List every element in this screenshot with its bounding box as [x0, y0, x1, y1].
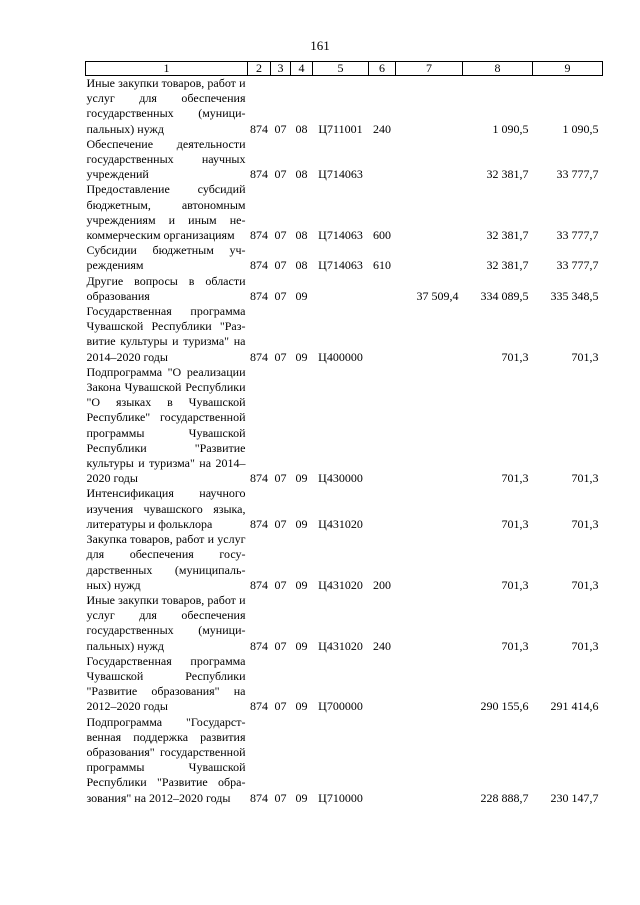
cell-amount-col7 — [396, 654, 463, 715]
row-name: Подпрограмма "О реализации Закона Чувашской Республики "О языках в Чувашской Республике" государственной программы Чувашской Республики "Развитие культуры и туризма" на 2014–2020 годы — [86, 364, 246, 486]
cell-target-article — [313, 274, 369, 304]
cell-ministry-code: 874 — [250, 288, 268, 303]
cell-section-code: 07 — [274, 228, 287, 243]
cell-subsection-code: 09 — [295, 288, 308, 303]
page-number: 161 — [310, 38, 330, 53]
cell-subsection-code: 09 — [295, 638, 308, 653]
row-name: Субсидии бюджетным учреждениям — [86, 243, 246, 273]
cell-amount-col8: 701,3 — [501, 516, 529, 531]
cell-section-code: 07 — [274, 258, 287, 273]
cell-amount-col9: 291 414,6 — [550, 699, 599, 714]
column-header: 3 — [271, 62, 291, 76]
cell-section-code: 07 — [274, 699, 287, 714]
cell-section-code: 07 — [274, 167, 287, 182]
cell-amount-col7: 37 509,4 — [416, 288, 459, 303]
cell-amount-col7 — [396, 76, 463, 137]
row-name: Иные закупки товаров, работ и услуг для обеспечения государственных (муниципальных) нужд — [86, 76, 246, 136]
table-row — [86, 76, 603, 137]
cell-expense-type: 240 — [373, 121, 391, 136]
cell-target-article: Ц710000 — [318, 790, 363, 805]
budget-table — [85, 61, 603, 806]
cell-expense-type — [369, 715, 396, 806]
cell-expense-type: 240 — [373, 638, 391, 653]
cell-expense-type — [369, 486, 396, 532]
table-row — [86, 274, 603, 304]
cell-amount-col7 — [396, 137, 463, 183]
cell-amount-col9: 701,3 — [571, 349, 599, 364]
cell-expense-type: 610 — [373, 258, 391, 273]
row-name: Закупка товаров, работ и услуг для обеспечения государственных (муниципальных) нужд — [86, 532, 246, 592]
column-header: 4 — [291, 62, 313, 76]
cell-amount-col8: 32 381,7 — [486, 258, 529, 273]
cell-amount-col9: 33 777,7 — [556, 167, 599, 182]
cell-amount-col9: 1 090,5 — [562, 121, 599, 136]
table-row — [86, 365, 603, 487]
cell-ministry-code: 874 — [250, 638, 268, 653]
column-header: 7 — [396, 62, 463, 76]
table-row — [86, 243, 603, 273]
cell-subsection-code: 09 — [295, 577, 308, 592]
table-row — [86, 715, 603, 806]
table-row — [86, 593, 603, 654]
cell-amount-col9: 701,3 — [571, 471, 599, 486]
cell-expense-type — [369, 365, 396, 487]
cell-target-article: Ц714063 — [318, 167, 363, 182]
row-name: Иные закупки товаров, работ и услуг для обеспечения государственных (муниципальных) нужд — [86, 592, 246, 653]
cell-subsection-code: 09 — [295, 699, 308, 714]
cell-ministry-code: 874 — [250, 577, 268, 592]
cell-ministry-code: 874 — [250, 121, 268, 136]
cell-subsection-code: 09 — [295, 516, 308, 531]
cell-amount-col8: 701,3 — [501, 349, 529, 364]
cell-amount-col7 — [396, 243, 463, 273]
cell-amount-col8: 1 090,5 — [492, 121, 529, 136]
cell-amount-col9: 701,3 — [571, 577, 599, 592]
cell-amount-col9: 33 777,7 — [556, 228, 599, 243]
cell-amount-col8: 32 381,7 — [486, 228, 529, 243]
cell-target-article: Ц700000 — [318, 699, 363, 714]
cell-target-article: Ц714063 — [318, 228, 363, 243]
cell-section-code: 07 — [274, 577, 287, 592]
table-row — [86, 137, 603, 183]
cell-amount-col8: 701,3 — [501, 638, 529, 653]
table-row — [86, 532, 603, 593]
cell-section-code: 07 — [274, 288, 287, 303]
cell-amount-col7 — [396, 365, 463, 487]
column-header: 5 — [313, 62, 369, 76]
table-row — [86, 304, 603, 365]
cell-amount-col8: 228 888,7 — [480, 790, 529, 805]
cell-section-code: 07 — [274, 638, 287, 653]
row-name: Предоставление субсидий бюджетным, автономным учреждениям и иным некоммерческим организациям — [86, 182, 246, 243]
cell-amount-col9: 701,3 — [571, 638, 599, 653]
cell-expense-type: 200 — [373, 577, 391, 592]
cell-subsection-code: 09 — [295, 790, 308, 805]
cell-amount-col8: 701,3 — [501, 577, 529, 592]
row-name: Государственная программа Чувашской Республики "Развитие культуры и туризма" на 2014–2020 годы — [86, 304, 246, 364]
cell-expense-type — [369, 654, 396, 715]
cell-ministry-code: 874 — [250, 790, 268, 805]
cell-amount-col9: 701,3 — [571, 516, 599, 531]
cell-amount-col9: 230 147,7 — [550, 790, 599, 805]
cell-amount-col8: 701,3 — [501, 471, 529, 486]
cell-ministry-code: 874 — [250, 516, 268, 531]
cell-ministry-code: 874 — [250, 228, 268, 243]
table-row — [86, 486, 603, 532]
cell-target-article: Ц711001 — [318, 121, 363, 136]
cell-ministry-code: 874 — [250, 471, 268, 486]
cell-ministry-code: 874 — [250, 349, 268, 364]
cell-target-article: Ц714063 — [318, 258, 363, 273]
cell-subsection-code: 09 — [295, 471, 308, 486]
table-row — [86, 654, 603, 715]
cell-section-code: 07 — [274, 790, 287, 805]
cell-amount-col8: 290 155,6 — [480, 699, 529, 714]
cell-amount-col9: 33 777,7 — [556, 258, 599, 273]
cell-subsection-code: 08 — [295, 258, 308, 273]
cell-target-article: Ц431020 — [318, 577, 363, 592]
cell-ministry-code: 874 — [250, 699, 268, 714]
cell-ministry-code: 874 — [250, 167, 268, 182]
row-name: Обеспечение деятельности государственных научных учреждений — [86, 136, 246, 182]
column-header: 1 — [86, 62, 248, 76]
cell-target-article: Ц431020 — [318, 516, 363, 531]
cell-amount-col8: 334 089,5 — [480, 288, 529, 303]
cell-amount-col7 — [396, 532, 463, 593]
cell-amount-col7 — [396, 593, 463, 654]
table-row — [86, 182, 603, 243]
cell-subsection-code: 08 — [295, 167, 308, 182]
cell-expense-type — [369, 137, 396, 183]
cell-expense-type: 600 — [373, 228, 391, 243]
column-header: 8 — [463, 62, 533, 76]
cell-amount-col9: 335 348,5 — [550, 288, 599, 303]
cell-subsection-code: 08 — [295, 121, 308, 136]
cell-amount-col7 — [396, 182, 463, 243]
cell-expense-type — [369, 304, 396, 365]
cell-amount-col7 — [396, 486, 463, 532]
cell-target-article: Ц400000 — [318, 349, 363, 364]
cell-section-code: 07 — [274, 516, 287, 531]
table-header-row — [86, 62, 603, 76]
cell-expense-type — [369, 274, 396, 304]
column-header: 9 — [533, 62, 603, 76]
column-header: 6 — [369, 62, 396, 76]
cell-amount-col7 — [396, 304, 463, 365]
row-name: Государственная программа Чувашской Республики "Развитие образования" на 2012–2020 годы — [86, 653, 246, 714]
row-name: Подпрограмма "Государственная поддержка развития образования" государственной программы Чувашской Республики "Развитие образования" на 2012–2020 годы — [86, 714, 246, 805]
cell-amount-col7 — [396, 715, 463, 806]
cell-section-code: 07 — [274, 121, 287, 136]
cell-section-code: 07 — [274, 349, 287, 364]
cell-subsection-code: 09 — [295, 349, 308, 364]
cell-target-article: Ц431020 — [318, 638, 363, 653]
cell-section-code: 07 — [274, 471, 287, 486]
column-header: 2 — [248, 62, 271, 76]
cell-amount-col8: 32 381,7 — [486, 167, 529, 182]
row-name: Интенсификация научного изучения чувашского языка, литературы и фольклора — [86, 486, 246, 531]
row-name: Другие вопросы в области образования — [86, 273, 246, 303]
cell-target-article: Ц430000 — [318, 471, 363, 486]
cell-ministry-code: 874 — [250, 258, 268, 273]
cell-subsection-code: 08 — [295, 228, 308, 243]
